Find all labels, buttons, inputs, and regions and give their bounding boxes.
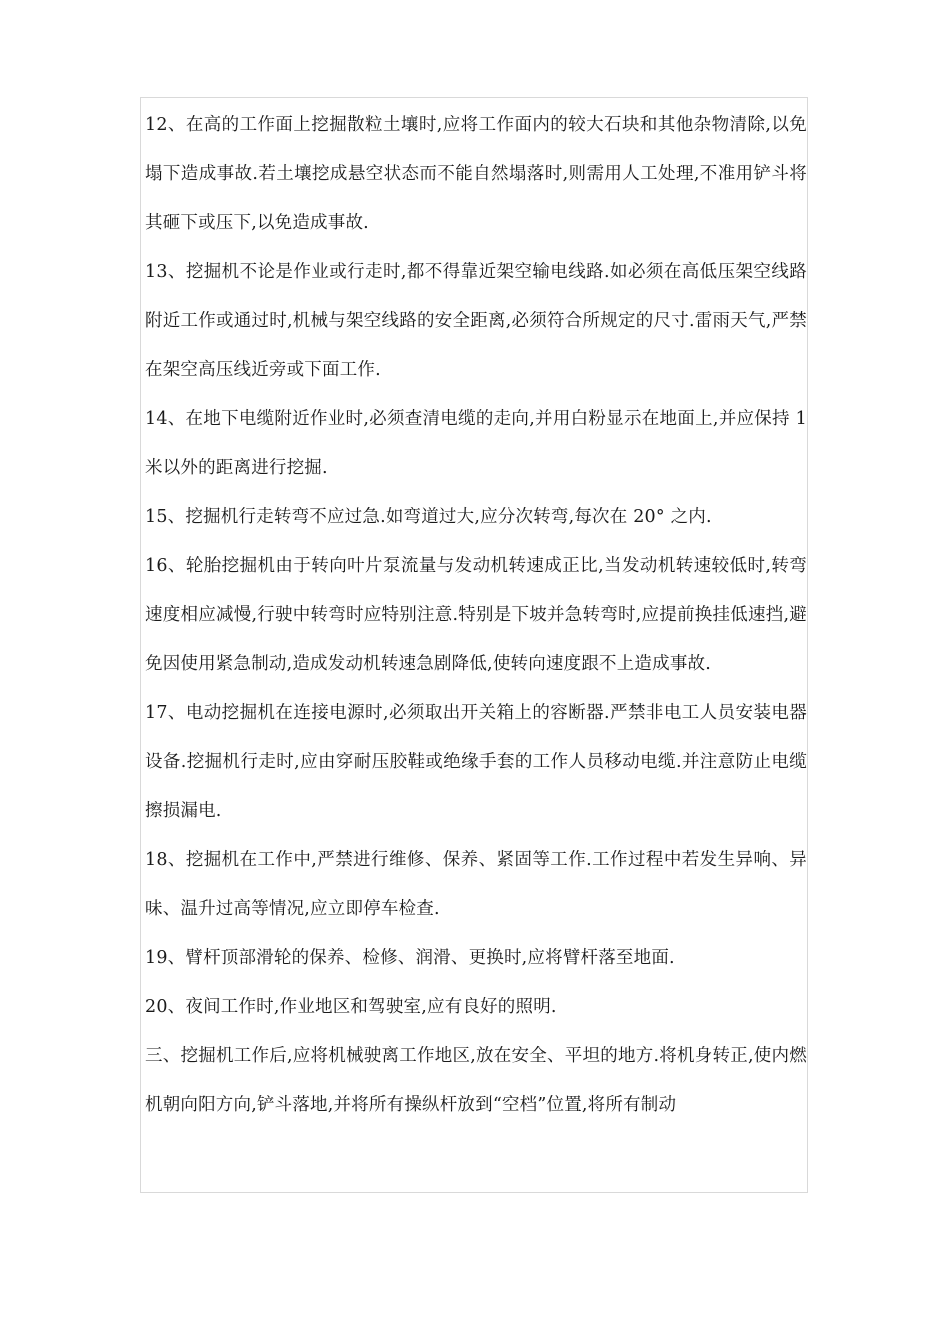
paragraph-item-13: 13、挖掘机不论是作业或行走时,都不得靠近架空输电线路.如必须在高低压架空线路附近工作或通过时,机械与架空线路的安全距离,必须符合所规定的尺寸.雷雨天气,严禁在架空高压线近旁或下面工作. [145,262,807,380]
paragraph-item-17: 17、电动挖掘机在连接电源时,必须取出开关箱上的容断器.严禁非电工人员安装电器设备.挖掘机行走时,应由穿耐压胶鞋或绝缘手套的工作人员移动电缆.并注意防止电缆擦损漏电. [145,703,807,821]
paragraph-item-19: 19、臂杆顶部滑轮的保养、检修、润滑、更换时,应将臂杆落至地面. [145,948,675,968]
paragraph-item-18: 18、挖掘机在工作中,严禁进行维修、保养、紧固等工作.工作过程中若发生异响、异味、温升过高等情况,应立即停车检查. [145,850,807,919]
section-three-paragraph: 三、挖掘机工作后,应将机械驶离工作地区,放在安全、平坦的地方.将机身转正,使内燃机朝向阳方向,铲斗落地,并将所有操纵杆放到“空档”位置,将所有制动 [145,1046,807,1115]
paragraph-item-20: 20、夜间工作时,作业地区和驾驶室,应有良好的照明. [145,997,557,1017]
paragraph-item-15: 15、挖掘机行走转弯不应过急.如弯道过大,应分次转弯,每次在 20° 之内. [145,507,712,527]
document-page-frame [140,97,808,1193]
paragraph-item-14: 14、在地下电缆附近作业时,必须查清电缆的走向,并用白粉显示在地面上,并应保持 1 米以外的距离进行挖掘. [145,409,807,478]
paragraph-item-12: 12、在高的工作面上挖掘散粒土壤时,应将工作面内的较大石块和其他杂物清除,以免塌下造成事故.若土壤挖成悬空状态而不能自然塌落时,则需用人工处理,不准用铲斗将其砸下或压下,以免造成事故. [145,115,807,233]
paragraph-item-16: 16、轮胎挖掘机由于转向叶片泵流量与发动机转速成正比,当发动机转速较低时,转弯速度相应减慢,行驶中转弯时应特别注意.特别是下坡并急转弯时,应提前换挂低速挡,避免因使用紧急制动,造成发动机转速急剧降低,使转向速度跟不上造成事故. [145,556,807,674]
document-body [145,98,807,1130]
